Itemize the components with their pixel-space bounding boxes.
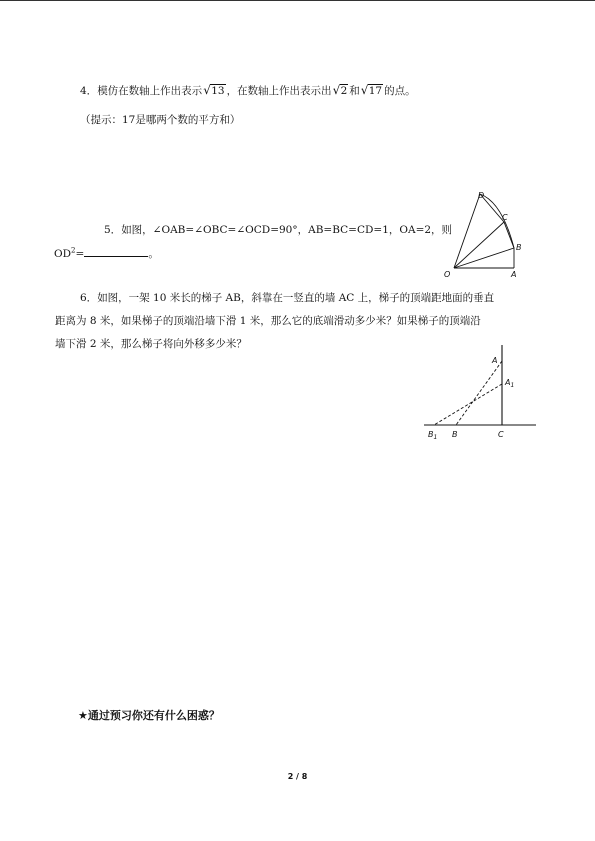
od-exponent: 2 [71, 246, 76, 255]
od-label: OD [54, 248, 72, 260]
sqrt-13: √ 13 [203, 83, 225, 97]
reflection-text: 通过预习你还有什么困惑？ [87, 709, 220, 722]
label-b1: $B_1$ [428, 430, 438, 441]
segment-ob [454, 248, 514, 268]
label-a: A [511, 270, 517, 279]
q6-line1: 如图，一架 10 米长的梯子 AB，斜靠在一竖直的墙 AC 上，梯子的顶端距地面的垂直 [97, 292, 495, 304]
q4-text-b: ，在数轴上作出表示出 [226, 85, 332, 97]
label-o: O [444, 270, 451, 279]
page-number: 2 / 8 [287, 772, 308, 781]
label-a: A [492, 356, 498, 365]
ladder-figure [420, 343, 540, 443]
ladder-a1b1 [434, 384, 502, 425]
segment-oc [454, 222, 504, 268]
label-c: C [498, 430, 504, 439]
q6-number: 6． [80, 292, 98, 304]
q4-text-a: 模仿在数轴上作出表示 [97, 85, 203, 97]
q6-line2: 距离为 8 米，如果梯子的顶端沿墙下滑 1 米，那么它的底端滑动多少米？如果梯子的顶端沿 [55, 315, 481, 327]
q6-line3: 墙下滑 2 米，那么梯子将向外移多少米？ [55, 338, 247, 350]
label-a1: $A_1$ [505, 378, 515, 389]
q5-text: 如图，∠OAB=∠OBC=∠OCD=90°，AB=BC=CD=1，OA=2，则 [121, 224, 453, 236]
od-equals: = [75, 248, 85, 260]
label-c: C [502, 213, 508, 222]
label-b: B [516, 243, 522, 252]
star-icon: ★ [78, 709, 88, 722]
question-6 [80, 290, 494, 305]
sqrt-17: √ 17 [360, 83, 383, 97]
label-d: D [478, 191, 485, 200]
question-4 [80, 83, 416, 98]
q5-answer-line [54, 246, 159, 261]
q4-text-c: 和 [349, 85, 360, 97]
answer-blank [84, 248, 148, 257]
top-rule [0, 0, 595, 1]
reflection-prompt [78, 707, 220, 723]
q5-number: 5． [104, 224, 122, 236]
segment-bc [504, 222, 514, 248]
q4-text-d: 的点。 [384, 85, 416, 97]
q4-number: 4． [80, 85, 98, 97]
od-end: 。 [148, 248, 159, 260]
label-b: B [452, 430, 458, 439]
spiral-figure [440, 188, 530, 280]
question-5 [104, 222, 452, 237]
q4-hint: （提示：17是哪两个数的平方和） [80, 114, 241, 126]
ladder-ab [456, 361, 502, 425]
segment-od [454, 194, 480, 268]
sqrt-2: √ 2 [332, 83, 348, 97]
